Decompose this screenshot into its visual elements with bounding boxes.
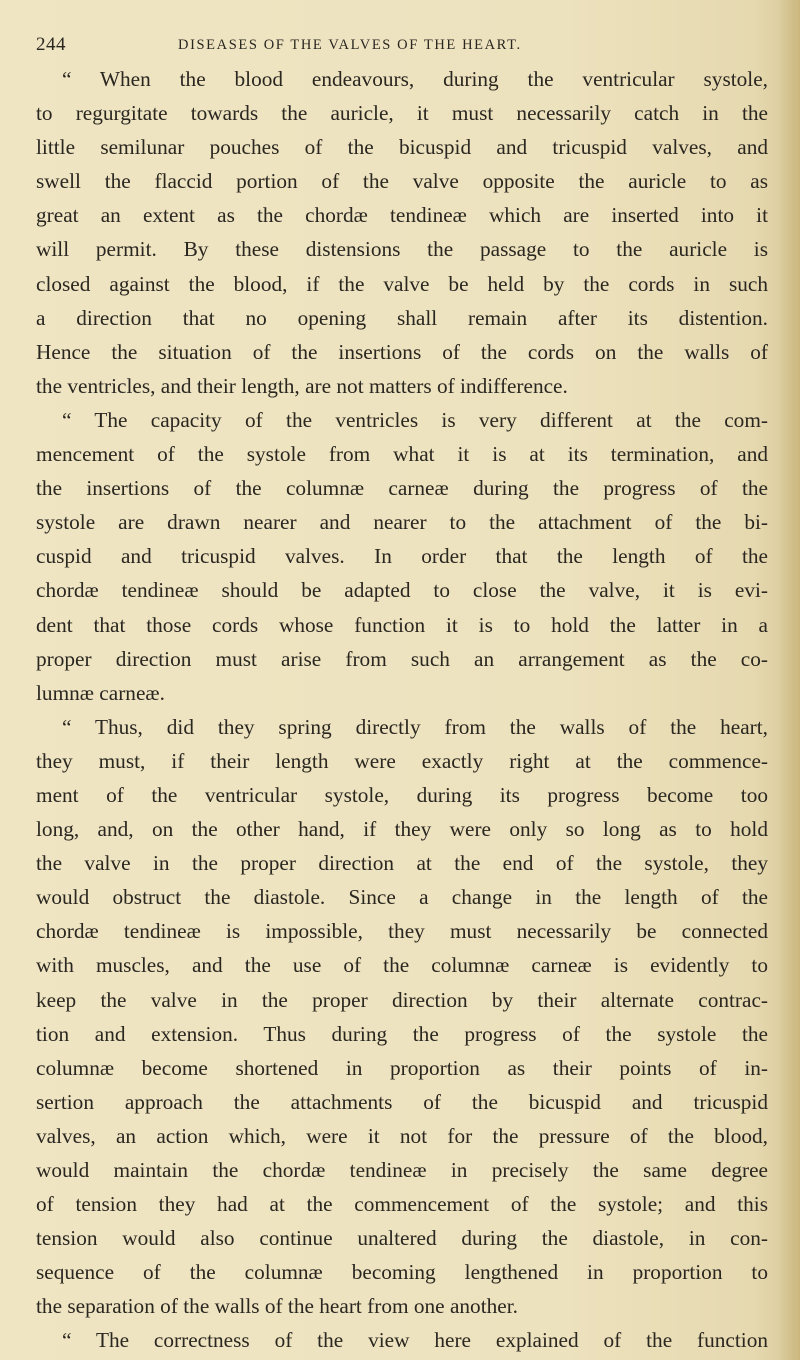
- text-line: proper direction must arise from such an arrangement as the co-: [36, 646, 768, 671]
- text-line: lumnæ carneæ.: [36, 680, 165, 705]
- text-line: long, and, on the other hand, if they were only so long as to hold: [36, 817, 768, 842]
- text-line: “ Thus, did they spring directly from the walls of the heart,: [62, 714, 768, 739]
- text-line: ment of the ventricular systole, during its progress become too: [36, 782, 768, 807]
- text-line: Hence the situation of the insertions of the cords on the walls of: [36, 339, 768, 364]
- text-line: of tension they had at the commencement of the systole; and this: [36, 1192, 768, 1217]
- text-line: keep the valve in the proper direction by their alternate contrac-: [36, 987, 768, 1012]
- text-line: “ When the blood endeavours, during the ventricular systole,: [62, 67, 768, 91]
- running-title: DISEASES OF THE VALVES OF THE HEART.: [178, 37, 522, 53]
- text-line: with muscles, and the use of the columnæ carneæ is evidently to: [36, 953, 768, 978]
- page-header: [36, 34, 756, 58]
- text-line: sequence of the columnæ becoming lengthened in proportion to: [36, 1260, 768, 1285]
- text-line: dent that those cords whose function it is to hold the latter in a: [36, 612, 768, 637]
- text-line: the valve in the proper direction at the end of the systole, they: [36, 851, 768, 876]
- text-line: valves, an action which, were it not for the pressure of the blood,: [36, 1123, 768, 1148]
- body-text: [36, 62, 768, 1358]
- text-line: mencement of the systole from what it is at its termination, and: [36, 442, 768, 467]
- text-line: closed against the blood, if the valve be held by the cords in such: [36, 271, 768, 296]
- page-edge-shadow: [778, 0, 800, 1360]
- text-line: would obstruct the diastole. Since a change in the length of the: [36, 885, 768, 910]
- text-line: cuspid and tricuspid valves. In order that the length of the: [36, 544, 768, 569]
- text-line: chordæ tendineæ should be adapted to close the valve, it is evi-: [36, 578, 768, 603]
- text-line: systole are drawn nearer and nearer to the attachment of the bi-: [36, 510, 768, 535]
- text-line: they must, if their length were exactly right at the commence-: [36, 748, 768, 773]
- text-line: will permit. By these distensions the passage to the auricle is: [36, 237, 768, 262]
- text-line: great an extent as the chordæ tendineæ which are inserted into it: [36, 203, 768, 228]
- page-number: 244: [36, 34, 66, 55]
- text-line: little semilunar pouches of the bicuspid and tricuspid valves, and: [36, 135, 768, 160]
- text-line: tension would also continue unaltered during the diastole, in con-: [36, 1226, 768, 1251]
- text-line: swell the flaccid portion of the valve opposite the auricle to as: [36, 169, 768, 194]
- text-line: “ The correctness of the view here explained of the function: [62, 1328, 768, 1353]
- text-line: “ The capacity of the ventricles is very different at the com-: [62, 407, 768, 432]
- text-line: the separation of the walls of the heart from one another.: [36, 1294, 518, 1319]
- text-line: sertion approach the attachments of the bicuspid and tricuspid: [36, 1089, 768, 1114]
- text-line: tion and extension. Thus during the progress of the systole the: [36, 1021, 768, 1046]
- text-line: a direction that no opening shall remain after its distention.: [36, 305, 768, 330]
- text-line: would maintain the chordæ tendineæ in precisely the same degree: [36, 1158, 768, 1182]
- text-line: chordæ tendineæ is impossible, they must necessarily be connected: [36, 919, 768, 944]
- text-line: columnæ become shortened in proportion as their points of in-: [36, 1055, 768, 1080]
- text-line: the ventricles, and their length, are not matters of indifference.: [36, 373, 568, 398]
- text-line: the insertions of the columnæ carneæ during the progress of the: [36, 476, 768, 501]
- text-line: to regurgitate towards the auricle, it must necessarily catch in the: [36, 101, 768, 126]
